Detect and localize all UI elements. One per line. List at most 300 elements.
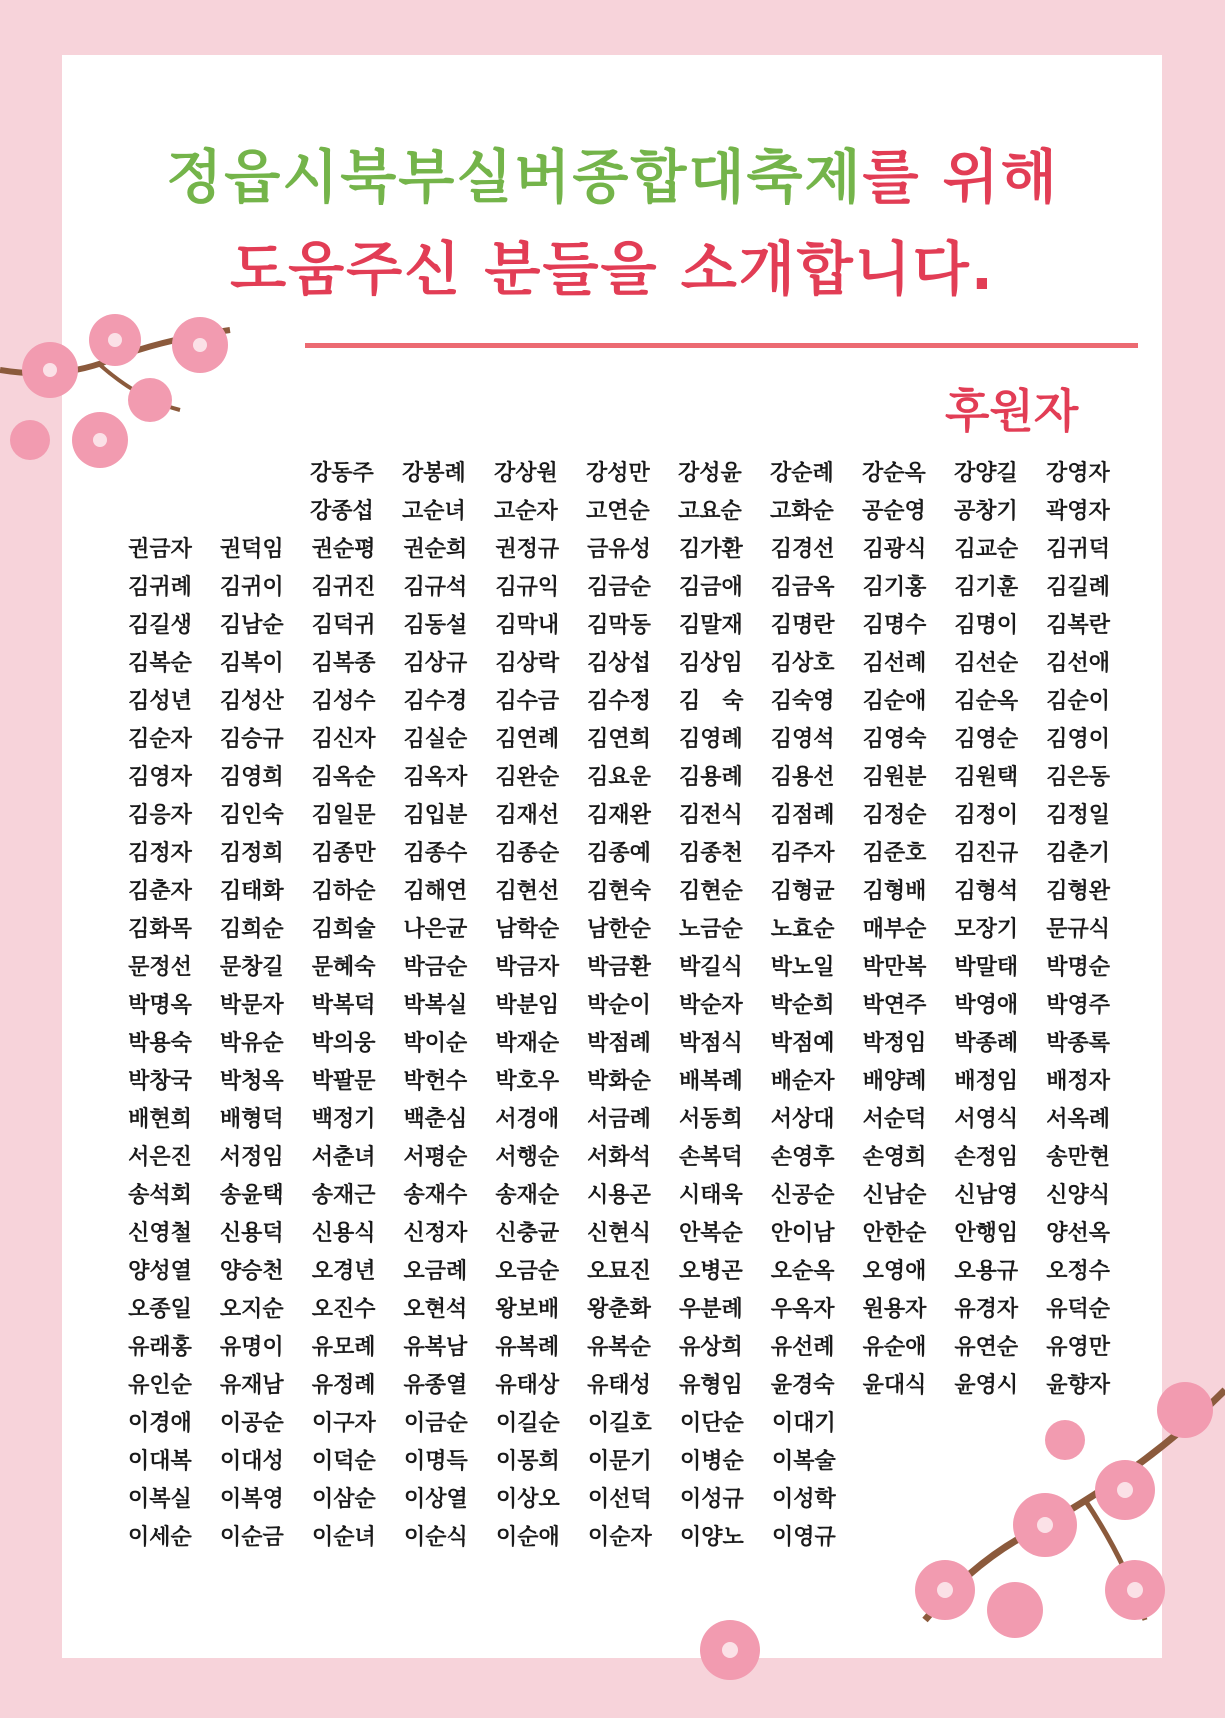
sponsor-name: 권금자 bbox=[128, 537, 192, 562]
sponsor-name: 서행순 bbox=[495, 1145, 560, 1170]
sponsor-name: 신충균 bbox=[495, 1221, 560, 1246]
sponsor-name: 양성열 bbox=[128, 1259, 192, 1284]
sponsor-name: 김귀진 bbox=[311, 575, 376, 600]
sponsor-name: 서상대 bbox=[770, 1107, 835, 1132]
sponsor-name: 매부순 bbox=[862, 917, 927, 942]
name-row bbox=[128, 835, 1138, 873]
sponsor-name: 김광식 bbox=[862, 537, 927, 562]
section-heading-sponsors: 후원자 bbox=[945, 384, 1079, 438]
sponsor-name: 김종예 bbox=[587, 841, 651, 866]
sponsor-name: 김영석 bbox=[770, 727, 835, 752]
sponsor-name: 유종열 bbox=[403, 1373, 468, 1398]
sponsor-name: 박만복 bbox=[862, 955, 927, 980]
sponsor-name: 김현선 bbox=[495, 879, 560, 904]
sponsor-name: 김준호 bbox=[862, 841, 927, 866]
sponsor-name: 서금례 bbox=[587, 1107, 651, 1132]
sponsor-name: 이길순 bbox=[496, 1411, 560, 1436]
sponsor-name: 김해연 bbox=[403, 879, 468, 904]
sponsor-name: 윤대식 bbox=[862, 1373, 927, 1398]
sponsor-name: 김옥순 bbox=[311, 765, 376, 790]
name-row bbox=[128, 1063, 1138, 1101]
sponsor-name: 김하순 bbox=[311, 879, 376, 904]
sponsor-name: 양승천 bbox=[219, 1259, 284, 1284]
sponsor-name: 원용자 bbox=[862, 1297, 927, 1322]
sponsor-name: 김영순 bbox=[954, 727, 1019, 752]
sponsor-name: 송재순 bbox=[495, 1183, 560, 1208]
sponsor-name: 김전식 bbox=[678, 803, 743, 828]
sponsor-name: 노금순 bbox=[678, 917, 743, 942]
sponsor-name: 이공순 bbox=[220, 1411, 284, 1436]
sponsor-name: 김완순 bbox=[495, 765, 560, 790]
name-row bbox=[128, 1215, 1138, 1253]
name-row bbox=[128, 1367, 1138, 1405]
sponsor-name: 시태욱 bbox=[678, 1183, 743, 1208]
sponsor-name: 이복술 bbox=[772, 1449, 836, 1474]
sponsor-name: 김금옥 bbox=[770, 575, 835, 600]
sponsor-name: 윤경숙 bbox=[770, 1373, 835, 1398]
sponsor-name: 박연주 bbox=[862, 993, 927, 1018]
sponsor-name: 박종록 bbox=[1046, 1031, 1110, 1056]
sponsor-name: 김영자 bbox=[128, 765, 192, 790]
sponsor-name: 이영규 bbox=[772, 1525, 836, 1550]
sponsor-name: 우분례 bbox=[678, 1297, 743, 1322]
sponsor-name: 오금례 bbox=[403, 1259, 468, 1284]
sponsor-name: 박재순 bbox=[495, 1031, 560, 1056]
name-row bbox=[128, 455, 1138, 493]
sponsor-name: 이상열 bbox=[404, 1487, 468, 1512]
sponsor-name: 송윤택 bbox=[219, 1183, 284, 1208]
sponsor-name: 김현숙 bbox=[587, 879, 651, 904]
sponsor-name: 시용곤 bbox=[587, 1183, 651, 1208]
sponsor-name: 김응자 bbox=[128, 803, 192, 828]
sponsor-name: 김상임 bbox=[678, 651, 743, 676]
sponsor-name: 김원분 bbox=[862, 765, 927, 790]
sponsor-name: 강영자 bbox=[1046, 461, 1110, 486]
sponsor-name: 김진규 bbox=[954, 841, 1019, 866]
sponsor-name: 유선례 bbox=[770, 1335, 835, 1360]
sponsor-name: 김순이 bbox=[1046, 689, 1110, 714]
sponsor-name: 유래홍 bbox=[128, 1335, 192, 1360]
name-row bbox=[128, 1101, 1138, 1139]
sponsor-name: 김정순 bbox=[862, 803, 927, 828]
sponsor-name: 배정자 bbox=[1046, 1069, 1110, 1094]
sponsor-name: 김금애 bbox=[678, 575, 743, 600]
sponsor-name: 박영애 bbox=[954, 993, 1019, 1018]
sponsor-name: 신용덕 bbox=[219, 1221, 284, 1246]
sponsor-name: 윤향자 bbox=[1046, 1373, 1110, 1398]
sponsor-name: 김순자 bbox=[128, 727, 192, 752]
sponsor-name: 김복이 bbox=[219, 651, 284, 676]
sponsor-name: 김기홍 bbox=[862, 575, 927, 600]
sponsor-name: 김 숙 bbox=[678, 689, 744, 714]
sponsor-name: 유복례 bbox=[495, 1335, 560, 1360]
cherry-blossom-flower-bottom bbox=[690, 1610, 770, 1690]
sponsor-name: 서평순 bbox=[403, 1145, 468, 1170]
sponsor-name: 박화순 bbox=[587, 1069, 651, 1094]
sponsor-name: 신용식 bbox=[311, 1221, 376, 1246]
sponsor-name: 박청옥 bbox=[219, 1069, 284, 1094]
sponsor-name: 박정임 bbox=[862, 1031, 927, 1056]
sponsor-name: 김원택 bbox=[954, 765, 1019, 790]
sponsor-name: 유형임 bbox=[678, 1373, 743, 1398]
sponsor-name: 김상락 bbox=[495, 651, 560, 676]
sponsor-name: 안복순 bbox=[678, 1221, 743, 1246]
sponsor-name: 유복순 bbox=[587, 1335, 651, 1360]
sponsor-name: 유모례 bbox=[311, 1335, 376, 1360]
sponsor-name: 김순애 bbox=[862, 689, 927, 714]
sponsor-name: 박유순 bbox=[219, 1031, 284, 1056]
title-festival-name: 정읍시북부실버종합대축제 bbox=[166, 143, 863, 211]
sponsor-name: 김막동 bbox=[587, 613, 651, 638]
sponsor-name: 배현희 bbox=[128, 1107, 192, 1132]
sponsor-name: 김규익 bbox=[495, 575, 560, 600]
sponsor-name: 서화석 bbox=[587, 1145, 651, 1170]
sponsor-name: 박복덕 bbox=[311, 993, 376, 1018]
sponsor-name: 손정임 bbox=[954, 1145, 1019, 1170]
sponsor-name: 노효순 bbox=[770, 917, 835, 942]
sponsor-name: 김희술 bbox=[311, 917, 376, 942]
sponsor-name: 오현석 bbox=[403, 1297, 468, 1322]
name-row bbox=[128, 797, 1138, 835]
sponsor-name: 김주자 bbox=[770, 841, 835, 866]
sponsor-name: 이순금 bbox=[220, 1525, 284, 1550]
name-row bbox=[128, 1329, 1138, 1367]
sponsor-name: 오순옥 bbox=[770, 1259, 835, 1284]
sponsor-name: 고화순 bbox=[770, 499, 834, 524]
name-row bbox=[128, 949, 1138, 987]
sponsor-name: 오경년 bbox=[311, 1259, 376, 1284]
sponsor-name: 박금순 bbox=[403, 955, 468, 980]
sponsor-name: 김수금 bbox=[495, 689, 560, 714]
sponsor-name: 김영이 bbox=[1046, 727, 1110, 752]
title-line-2: 도움주신 분들을 소개합니다. bbox=[230, 235, 995, 303]
name-row bbox=[128, 759, 1138, 797]
sponsor-name: 김복순 bbox=[128, 651, 192, 676]
sponsor-name: 김상섭 bbox=[587, 651, 651, 676]
sponsor-name: 김점례 bbox=[770, 803, 835, 828]
sponsor-name: 이양노 bbox=[680, 1525, 744, 1550]
sponsor-name: 권순희 bbox=[403, 537, 468, 562]
sponsor-name: 송재수 bbox=[403, 1183, 468, 1208]
sponsor-name: 남한순 bbox=[587, 917, 651, 942]
sponsor-name: 김선애 bbox=[1046, 651, 1110, 676]
sponsor-name: 김성산 bbox=[219, 689, 284, 714]
sponsor-name: 유상희 bbox=[678, 1335, 743, 1360]
sponsor-name: 이병순 bbox=[680, 1449, 744, 1474]
sponsor-name: 손복덕 bbox=[678, 1145, 743, 1170]
sponsor-name: 이단순 bbox=[680, 1411, 744, 1436]
sponsor-name: 김옥자 bbox=[403, 765, 468, 790]
sponsor-name: 김신자 bbox=[311, 727, 376, 752]
sponsor-name: 송석회 bbox=[128, 1183, 192, 1208]
sponsor-name: 이성규 bbox=[680, 1487, 744, 1512]
sponsor-name: 강종섭 bbox=[310, 499, 374, 524]
sponsor-name: 유덕순 bbox=[1046, 1297, 1110, 1322]
sponsor-name: 유정례 bbox=[311, 1373, 376, 1398]
name-row bbox=[128, 493, 1138, 531]
sponsor-name: 강동주 bbox=[310, 461, 374, 486]
sponsor-name: 김형균 bbox=[770, 879, 835, 904]
sponsor-name: 김숙영 bbox=[770, 689, 835, 714]
sponsor-name: 박이순 bbox=[403, 1031, 468, 1056]
sponsor-name: 김막내 bbox=[495, 613, 560, 638]
sponsor-name: 김종순 bbox=[495, 841, 560, 866]
sponsor-name: 서옥례 bbox=[1046, 1107, 1110, 1132]
sponsor-name: 김덕귀 bbox=[311, 613, 376, 638]
sponsor-name: 서춘녀 bbox=[311, 1145, 376, 1170]
sponsor-name: 김일문 bbox=[311, 803, 376, 828]
sponsor-name: 배양례 bbox=[862, 1069, 927, 1094]
sponsor-name: 김요운 bbox=[587, 765, 651, 790]
sponsor-name: 배정임 bbox=[954, 1069, 1019, 1094]
sponsor-name: 김실순 bbox=[403, 727, 468, 752]
sponsor-name: 고연순 bbox=[586, 499, 650, 524]
sponsor-name: 이세순 bbox=[128, 1525, 192, 1550]
name-row bbox=[128, 531, 1138, 569]
name-row bbox=[128, 607, 1138, 645]
sponsor-name: 이길호 bbox=[588, 1411, 652, 1436]
sponsor-name: 박종례 bbox=[954, 1031, 1019, 1056]
sponsor-name: 이명득 bbox=[404, 1449, 468, 1474]
name-row bbox=[128, 1025, 1138, 1063]
name-row bbox=[128, 1519, 1138, 1557]
sponsor-name: 김재선 bbox=[495, 803, 560, 828]
sponsor-name: 김정자 bbox=[128, 841, 192, 866]
sponsor-name: 김경선 bbox=[770, 537, 835, 562]
sponsor-name: 김교순 bbox=[954, 537, 1019, 562]
sponsor-name: 서은진 bbox=[128, 1145, 192, 1170]
sponsor-name: 송만현 bbox=[1046, 1145, 1110, 1170]
sponsor-name: 유재남 bbox=[219, 1373, 284, 1398]
sponsor-name: 오병곤 bbox=[678, 1259, 743, 1284]
sponsor-name: 김인숙 bbox=[219, 803, 284, 828]
sponsor-name: 김순옥 bbox=[954, 689, 1019, 714]
sponsor-name: 강봉례 bbox=[402, 461, 466, 486]
sponsor-name: 유태상 bbox=[495, 1373, 560, 1398]
sponsor-name: 박분임 bbox=[495, 993, 560, 1018]
sponsor-name: 서정임 bbox=[219, 1145, 284, 1170]
sponsor-name: 유연순 bbox=[954, 1335, 1019, 1360]
sponsor-name: 이덕순 bbox=[312, 1449, 376, 1474]
sponsor-name: 고순자 bbox=[494, 499, 558, 524]
sponsor-name: 윤영시 bbox=[954, 1373, 1019, 1398]
sponsor-name: 김화목 bbox=[128, 917, 192, 942]
sponsor-name: 김춘기 bbox=[1046, 841, 1110, 866]
sponsor-name: 김정희 bbox=[219, 841, 284, 866]
sponsor-name: 박용숙 bbox=[128, 1031, 192, 1056]
sponsor-name: 박명옥 bbox=[128, 993, 192, 1018]
sponsor-name: 김귀례 bbox=[128, 575, 192, 600]
name-row bbox=[128, 1291, 1138, 1329]
sponsor-name: 박복실 bbox=[403, 993, 468, 1018]
name-row bbox=[128, 645, 1138, 683]
sponsor-name: 김종만 bbox=[311, 841, 376, 866]
sponsor-name: 이순녀 bbox=[312, 1525, 376, 1550]
sponsor-name: 김연례 bbox=[495, 727, 560, 752]
name-row bbox=[128, 1253, 1138, 1291]
title-line-1 bbox=[0, 130, 1225, 214]
sponsor-name: 김영숙 bbox=[862, 727, 927, 752]
sponsor-name: 강성만 bbox=[586, 461, 650, 486]
sponsor-name: 신영철 bbox=[128, 1221, 192, 1246]
sponsor-name: 박점식 bbox=[678, 1031, 743, 1056]
sponsor-name: 이순식 bbox=[404, 1525, 468, 1550]
sponsor-name: 김은동 bbox=[1046, 765, 1110, 790]
sponsor-name: 오진수 bbox=[311, 1297, 376, 1322]
sponsor-name: 박금환 bbox=[587, 955, 651, 980]
sponsor-name: 오영애 bbox=[862, 1259, 927, 1284]
sponsor-name: 유명이 bbox=[219, 1335, 284, 1360]
sponsor-name: 이삼순 bbox=[312, 1487, 376, 1512]
name-row bbox=[128, 1177, 1138, 1215]
sponsor-name: 김선순 bbox=[954, 651, 1019, 676]
sponsor-name: 권순평 bbox=[311, 537, 376, 562]
sponsor-name: 문규식 bbox=[1046, 917, 1110, 942]
sponsor-name: 박노일 bbox=[770, 955, 835, 980]
sponsor-name: 강순옥 bbox=[862, 461, 926, 486]
sponsor-name: 김규석 bbox=[403, 575, 468, 600]
sponsor-name: 김연희 bbox=[587, 727, 651, 752]
sponsor-name: 강순례 bbox=[770, 461, 834, 486]
sponsor-name: 김가환 bbox=[678, 537, 743, 562]
sponsor-name: 강양길 bbox=[954, 461, 1018, 486]
sponsor-name: 공순영 bbox=[862, 499, 926, 524]
name-row bbox=[128, 1481, 1138, 1519]
sponsor-name: 김복란 bbox=[1046, 613, 1110, 638]
sponsor-name: 서영식 bbox=[954, 1107, 1019, 1132]
sponsor-name: 유태성 bbox=[587, 1373, 651, 1398]
sponsor-name: 왕춘화 bbox=[587, 1297, 651, 1322]
sponsor-name: 박순이 bbox=[587, 993, 651, 1018]
sponsor-name: 김종천 bbox=[678, 841, 743, 866]
sponsor-name: 김기훈 bbox=[954, 575, 1019, 600]
sponsor-name: 박순희 bbox=[770, 993, 835, 1018]
sponsor-name: 오용규 bbox=[954, 1259, 1019, 1284]
sponsor-name: 박명순 bbox=[1046, 955, 1110, 980]
sponsor-name: 나은균 bbox=[403, 917, 468, 942]
sponsor-name: 백정기 bbox=[311, 1107, 376, 1132]
sponsor-name: 곽영자 bbox=[1046, 499, 1110, 524]
sponsor-name: 문정선 bbox=[128, 955, 192, 980]
sponsor-name: 박말태 bbox=[954, 955, 1019, 980]
name-row bbox=[128, 1139, 1138, 1177]
sponsor-name: 이몽희 bbox=[496, 1449, 560, 1474]
sponsor-name: 남학순 bbox=[495, 917, 560, 942]
sponsor-name: 오정수 bbox=[1046, 1259, 1110, 1284]
sponsor-name: 유복남 bbox=[403, 1335, 468, 1360]
divider-rule bbox=[305, 343, 1138, 348]
sponsor-name: 이경애 bbox=[128, 1411, 192, 1436]
sponsor-name: 배복례 bbox=[678, 1069, 743, 1094]
sponsor-name: 박팔문 bbox=[311, 1069, 376, 1094]
sponsor-name: 배순자 bbox=[770, 1069, 835, 1094]
sponsor-name: 강상원 bbox=[494, 461, 558, 486]
sponsor-name: 김말재 bbox=[678, 613, 743, 638]
sponsor-name: 박문자 bbox=[219, 993, 284, 1018]
sponsor-name: 서경애 bbox=[495, 1107, 560, 1132]
sponsor-name: 오금순 bbox=[495, 1259, 560, 1284]
sponsor-name: 이복실 bbox=[128, 1487, 192, 1512]
sponsor-name: 유영만 bbox=[1046, 1335, 1110, 1360]
sponsor-name: 김형배 bbox=[862, 879, 927, 904]
sponsor-name: 김수정 bbox=[587, 689, 651, 714]
sponsor-name: 박영주 bbox=[1046, 993, 1110, 1018]
sponsor-name: 유인순 bbox=[128, 1373, 192, 1398]
sponsor-name: 안행임 bbox=[954, 1221, 1019, 1246]
sponsor-name: 신공순 bbox=[770, 1183, 835, 1208]
sponsor-name: 왕보배 bbox=[495, 1297, 560, 1322]
sponsor-name: 이복영 bbox=[220, 1487, 284, 1512]
sponsor-name: 박점예 bbox=[770, 1031, 835, 1056]
sponsor-name: 박순자 bbox=[678, 993, 743, 1018]
sponsor-name: 이대복 bbox=[128, 1449, 192, 1474]
sponsor-name: 김금순 bbox=[587, 575, 651, 600]
sponsor-name: 이순애 bbox=[496, 1525, 560, 1550]
sponsor-name: 김태화 bbox=[219, 879, 284, 904]
sponsor-name: 김종수 bbox=[403, 841, 468, 866]
sponsor-name: 이상오 bbox=[496, 1487, 560, 1512]
sponsor-name: 김희순 bbox=[219, 917, 284, 942]
sponsor-name: 손영희 bbox=[862, 1145, 927, 1170]
sponsor-name: 신남영 bbox=[954, 1183, 1019, 1208]
sponsor-name: 신남순 bbox=[862, 1183, 927, 1208]
sponsor-name: 김용선 bbox=[770, 765, 835, 790]
sponsor-name: 박점례 bbox=[587, 1031, 651, 1056]
sponsor-name: 김성년 bbox=[128, 689, 192, 714]
sponsor-name: 공창기 bbox=[954, 499, 1018, 524]
sponsor-name: 김영례 bbox=[678, 727, 743, 752]
sponsor-name: 이대성 bbox=[220, 1449, 284, 1474]
sponsor-name: 고요순 bbox=[678, 499, 742, 524]
sponsor-name: 김복종 bbox=[311, 651, 376, 676]
sponsor-name: 김정일 bbox=[1046, 803, 1110, 828]
sponsor-name: 안이남 bbox=[770, 1221, 835, 1246]
sponsor-name: 배형덕 bbox=[219, 1107, 284, 1132]
sponsor-name: 유경자 bbox=[954, 1297, 1019, 1322]
sponsor-name: 김동설 bbox=[403, 613, 468, 638]
sponsor-name: 이대기 bbox=[772, 1411, 836, 1436]
sponsor-name: 유순애 bbox=[862, 1335, 927, 1360]
sponsor-name: 이순자 bbox=[588, 1525, 652, 1550]
sponsor-name: 김형완 bbox=[1046, 879, 1110, 904]
name-row bbox=[128, 1405, 1138, 1443]
name-row bbox=[128, 873, 1138, 911]
sponsor-name: 김길생 bbox=[128, 613, 192, 638]
title-for: 를 위해 bbox=[862, 143, 1059, 211]
sponsor-name: 서순덕 bbox=[862, 1107, 927, 1132]
sponsor-name: 김길례 bbox=[1046, 575, 1110, 600]
name-row bbox=[128, 987, 1138, 1025]
sponsor-name: 김춘자 bbox=[128, 879, 192, 904]
sponsor-name: 박호우 bbox=[495, 1069, 560, 1094]
sponsor-name: 김상호 bbox=[770, 651, 835, 676]
sponsor-name: 신정자 bbox=[403, 1221, 468, 1246]
sponsor-name: 박창국 bbox=[128, 1069, 192, 1094]
sponsor-name: 이금순 bbox=[404, 1411, 468, 1436]
sponsor-name: 김귀이 bbox=[219, 575, 284, 600]
sponsor-name: 문혜숙 bbox=[311, 955, 376, 980]
sponsor-name: 김수경 bbox=[403, 689, 468, 714]
sponsor-name: 김상규 bbox=[403, 651, 468, 676]
sponsor-name: 금유성 bbox=[587, 537, 651, 562]
sponsor-name: 안한순 bbox=[862, 1221, 927, 1246]
sponsor-name: 권정규 bbox=[495, 537, 560, 562]
sponsor-name: 김현순 bbox=[678, 879, 743, 904]
sponsor-name: 김귀덕 bbox=[1046, 537, 1110, 562]
name-row bbox=[128, 1443, 1138, 1481]
sponsor-name: 권덕임 bbox=[219, 537, 284, 562]
sponsor-name: 우옥자 bbox=[770, 1297, 835, 1322]
